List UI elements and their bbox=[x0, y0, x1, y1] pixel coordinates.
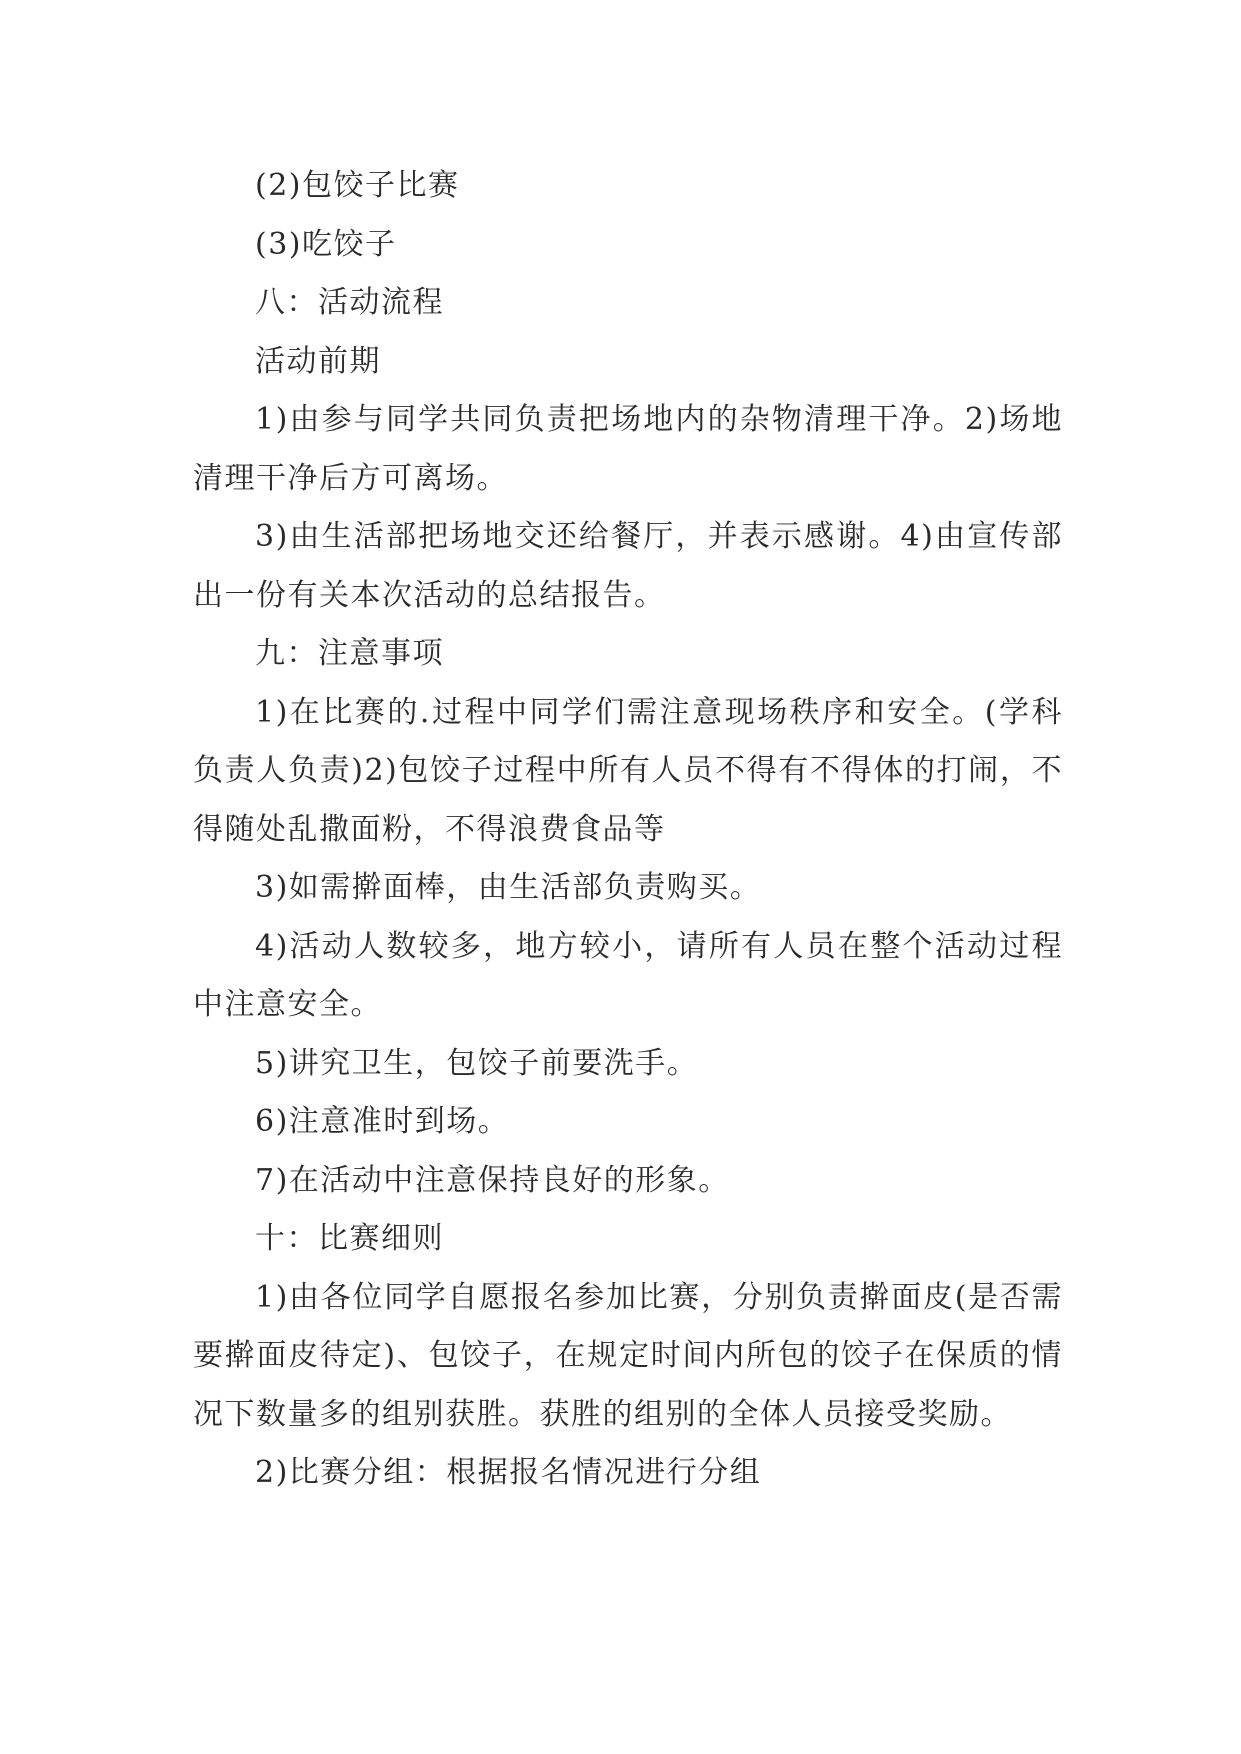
paragraph-image: 7)在活动中注意保持良好的形象。 bbox=[255, 1162, 730, 1198]
list-item-eat-dumplings: (3)吃饺子 bbox=[255, 226, 397, 262]
section-heading-activity-process: 八：活动流程 bbox=[255, 285, 444, 320]
list-item-dumpling-contest: (2)包饺子比赛 bbox=[255, 168, 460, 203]
paragraph-punctuality: 6)注意准时到场。 bbox=[255, 1104, 510, 1139]
paragraph-grouping: 2)比赛分组：根据报名情况进行分组 bbox=[255, 1455, 762, 1490]
paragraph-registration: 1)由各位同学自愿报名参加比赛，分别负责擀面皮(是否需要擀面皮待定)、包饺子，在规定时间内所包的饺子在保质的情况下数量多的组别获胜。获胜的组别的全体人员接受奖励。 bbox=[193, 1279, 1063, 1432]
subheading-pre-activity: 活动前期 bbox=[255, 343, 381, 379]
paragraph-rolling-pin: 3)如需擀面棒，由生活部负责购买。 bbox=[255, 870, 762, 905]
paragraph-hygiene: 5)讲究卫生，包饺子前要洗手。 bbox=[255, 1045, 699, 1081]
section-heading-contest-rules: 十：比赛细则 bbox=[255, 1221, 444, 1256]
paragraph-order-safety: 1)在比赛的.过程中同学们需注意现场秩序和安全。(学科负责人负责)2)包饺子过程中所有人员不得有不得体的打闹，不得随处乱撒面粉，不得浪费食品等 bbox=[193, 694, 1063, 847]
paragraph-return-venue: 3)由生活部把场地交还给餐厅，并表示感谢。4)由宣传部出一份有关本次活动的总结报告。 bbox=[193, 519, 1063, 613]
document-body bbox=[193, 157, 1063, 1503]
section-heading-notes: 九：注意事项 bbox=[255, 636, 444, 671]
paragraph-crowd-safety: 4)活动人数较多，地方较小，请所有人员在整个活动过程中注意安全。 bbox=[193, 928, 1063, 1022]
paragraph-cleanup: 1)由参与同学共同负责把场地内的杂物清理干净。2)场地清理干净后方可离场。 bbox=[193, 402, 1063, 496]
